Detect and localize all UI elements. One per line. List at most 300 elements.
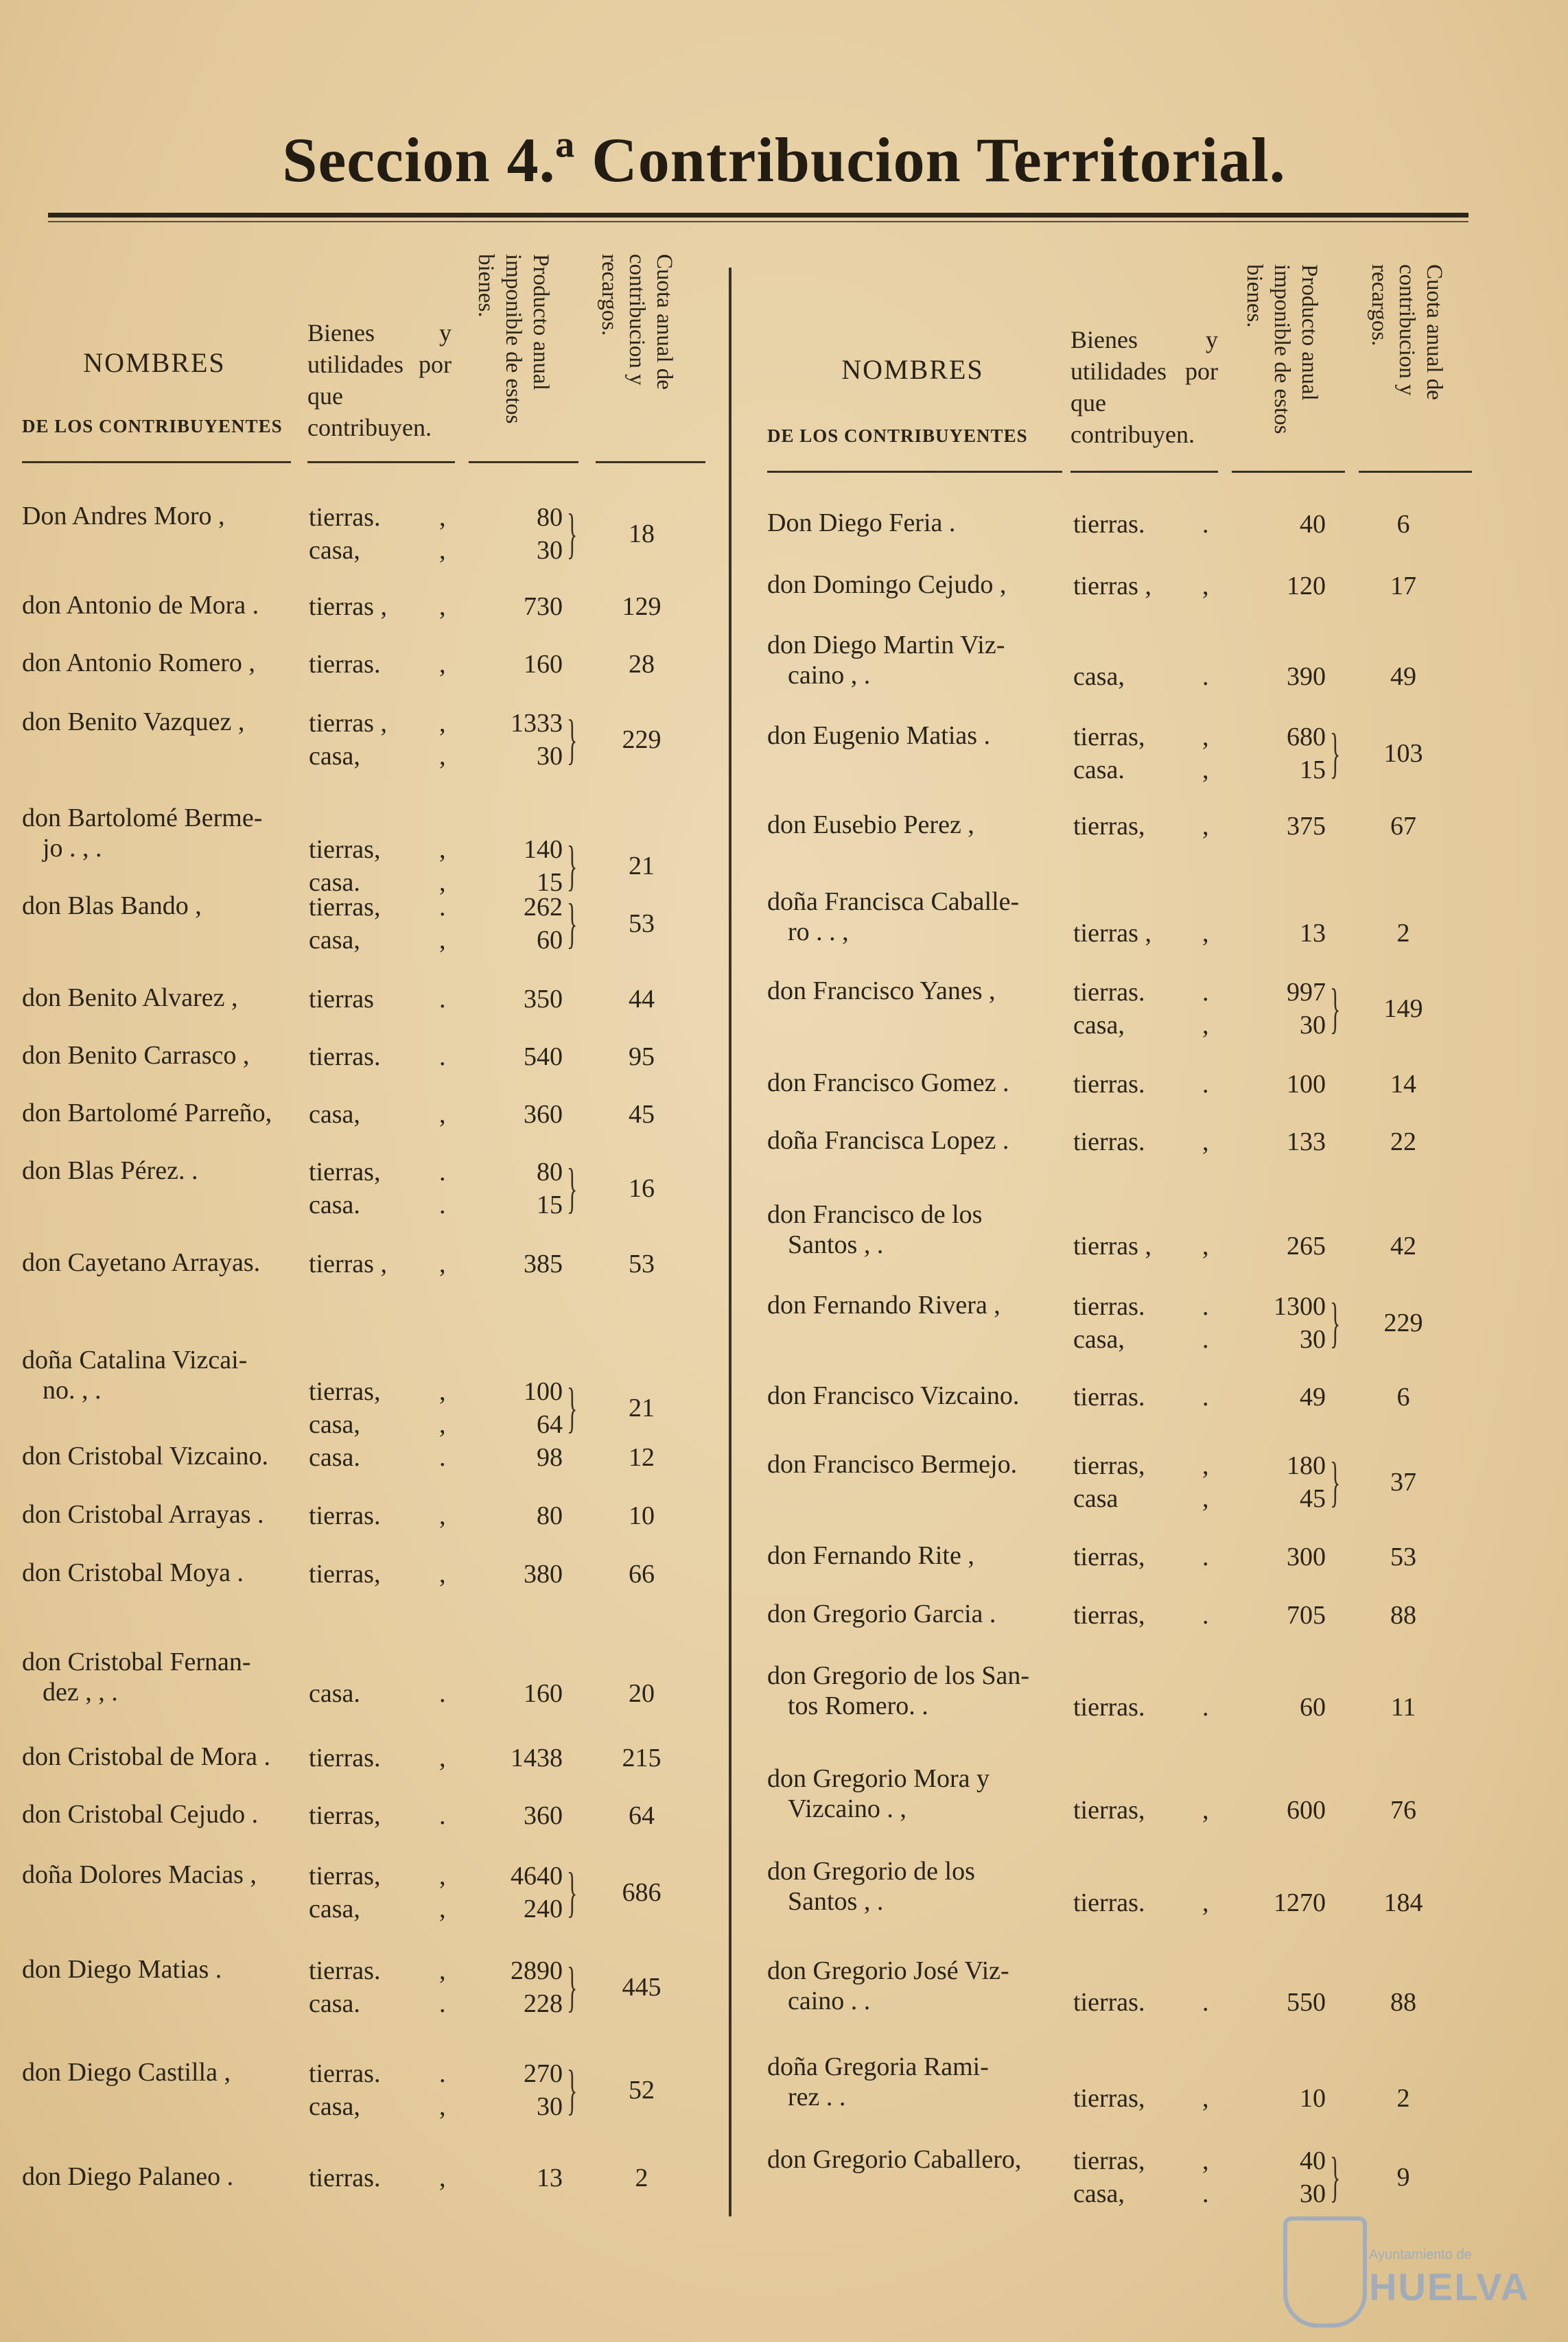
product-value: 13 (537, 2164, 563, 2192)
brace-mark: } (567, 710, 578, 770)
contributor-name-cont: rez . . (788, 2083, 846, 2111)
product-value: 360 (524, 1100, 563, 1129)
product-value: 15 (537, 1191, 563, 1219)
leader-mark: . (439, 1801, 446, 1830)
contributor-name: don Gregorio José Viz- (767, 1956, 1009, 1985)
property-type: casa, (309, 2092, 360, 2121)
contributor-name: don Cristobal Vizcaino. (22, 1442, 269, 1471)
header-producto: Producto anual imponible de estos bienes. (1242, 264, 1322, 434)
property-type: tierras, (1073, 1796, 1145, 1825)
property-type: tierras, (1073, 1601, 1145, 1630)
product-value: 375 (1287, 812, 1326, 841)
product-value: 80 (537, 503, 563, 532)
property-type: tierras, (309, 1560, 381, 1589)
contributor-name: Don Diego Feria . (767, 508, 956, 537)
brace-mark: } (1330, 723, 1341, 784)
property-type: tierras. (309, 1501, 381, 1530)
property-type: casa, (309, 926, 360, 955)
leader-mark: . (439, 985, 446, 1014)
brace-mark: } (567, 1378, 578, 1438)
huelva-watermark (1283, 2216, 1530, 2326)
cuota-value: 12 (629, 1443, 655, 1472)
leader-mark: . (1202, 1601, 1209, 1630)
leader-mark: . (1202, 2179, 1209, 2208)
product-value: 10 (1300, 2084, 1326, 2113)
product-value: 30 (537, 742, 563, 771)
contributor-name: don Blas Pérez. . (22, 1156, 198, 1185)
property-type: tierras, (309, 835, 381, 864)
property-type: tierras , (1073, 572, 1151, 600)
contributor-name: don Domingo Cejudo , (767, 570, 1007, 599)
section-title: Seccion 4.ª Contribucion Territorial. (282, 125, 1286, 195)
property-type: casa, (1073, 1011, 1125, 1040)
property-type: tierras. (309, 2164, 381, 2192)
product-value: 550 (1287, 1988, 1326, 2017)
contributor-name: don Gregorio de los San- (767, 1661, 1030, 1690)
product-value: 1438 (511, 1744, 563, 1772)
cuota-value: 14 (1390, 1070, 1416, 1099)
cuota-value: 215 (622, 1744, 662, 1772)
leader-mark: , (439, 868, 446, 897)
leader-mark: . (1202, 1988, 1209, 2017)
contributor-name: don Diego Palaneo . (22, 2162, 234, 2191)
property-type: tierras. (1073, 510, 1145, 539)
product-value: 262 (524, 893, 563, 922)
brace-mark: } (567, 893, 578, 954)
header-producto: Producto anual imponible de estos bienes. (473, 254, 553, 424)
product-value: 380 (524, 1560, 563, 1589)
contributor-name: don Cristobal Moya . (22, 1558, 244, 1587)
product-value: 15 (537, 868, 563, 897)
contributor-name: doña Francisca Caballe- (767, 887, 1020, 916)
property-type: tierras. (1073, 978, 1145, 1007)
leader-mark: , (439, 709, 446, 738)
property-type: tierras , (309, 1250, 387, 1278)
header-line (767, 471, 1062, 473)
cuota-value: 42 (1390, 1232, 1416, 1261)
product-value: 40 (1300, 510, 1326, 539)
property-type: casa, (1073, 662, 1125, 691)
cuota-value: 52 (629, 2076, 655, 2105)
contributor-name: doña Catalina Vizcai- (22, 1346, 248, 1374)
property-type: casa. (1073, 756, 1125, 784)
watermark-text: HUELVA (1369, 2265, 1530, 2308)
leader-mark: , (1202, 1451, 1209, 1480)
property-type: tierras. (1073, 1888, 1145, 1917)
brace-mark: } (567, 836, 578, 896)
property-type: casa. (309, 1679, 360, 1708)
cuota-value: 22 (1390, 1127, 1416, 1156)
product-value: 80 (537, 1501, 563, 1530)
leader-mark: . (1202, 1383, 1209, 1412)
cuota-value: 10 (629, 1501, 655, 1530)
cuota-value: 2 (635, 2164, 648, 2192)
product-value: 15 (1300, 756, 1326, 784)
leader-mark: , (439, 1956, 446, 1985)
brace-mark: } (567, 1158, 578, 1219)
header-cuota: Cuota anual de contribucion y recargos. (1367, 264, 1447, 400)
contributor-name-cont: jo . , . (43, 834, 102, 863)
cuota-value: 2 (1396, 919, 1410, 948)
cuota-value: 6 (1396, 1383, 1410, 1412)
product-value: 160 (524, 650, 563, 679)
leader-mark: . (1202, 1325, 1209, 1354)
contributor-name: don Fernando Rite , (767, 1541, 974, 1570)
contributor-name: don Francisco Bermejo. (767, 1450, 1018, 1479)
product-value: 45 (1300, 1484, 1326, 1513)
property-type: tierras, (1073, 723, 1145, 751)
leader-mark: . (439, 1679, 446, 1708)
leader-mark: . (1202, 662, 1209, 691)
product-value: 705 (1287, 1601, 1326, 1630)
product-value: 265 (1287, 1232, 1326, 1261)
leader-mark: , (1202, 572, 1209, 600)
property-type: casa, (309, 742, 360, 771)
property-type: tierras, (309, 1862, 381, 1890)
cuota-value: 20 (629, 1679, 655, 1708)
product-value: 1270 (1274, 1888, 1326, 1917)
leader-mark: . (439, 1989, 446, 2018)
cuota-value: 53 (629, 909, 655, 938)
product-value: 60 (1300, 1693, 1326, 1722)
leader-mark: , (439, 2164, 446, 2192)
product-value: 390 (1287, 662, 1326, 691)
product-value: 228 (524, 1989, 563, 2018)
cuota-value: 95 (629, 1042, 655, 1071)
product-value: 30 (1300, 1011, 1326, 1040)
contributor-name: don Francisco Gomez . (767, 1068, 1009, 1097)
contributor-name-cont: Vizcaino . , (788, 1794, 906, 1823)
header-contribuyentes: DE LOS CONTRIBUYENTES (22, 416, 283, 436)
product-value: 100 (1287, 1070, 1326, 1099)
contributor-name-cont: caino , . (788, 661, 871, 690)
property-type: tierras , (309, 709, 387, 738)
leader-mark: . (439, 1443, 446, 1472)
leader-mark: , (1202, 2084, 1209, 2113)
leader-mark: , (439, 1895, 446, 1923)
product-value: 270 (524, 2059, 563, 2088)
property-type: casa, (309, 1100, 360, 1129)
cuota-value: 76 (1390, 1796, 1416, 1825)
property-type: casa. (309, 1191, 360, 1219)
leader-mark: , (1202, 1232, 1209, 1261)
header-line (307, 461, 455, 463)
brace-mark: } (1330, 2147, 1341, 2208)
contributor-name-cont: Santos , . (788, 1230, 884, 1259)
contributor-name: don Cristobal de Mora . (22, 1742, 271, 1771)
leader-mark: , (1202, 1888, 1209, 1917)
leader-mark: , (1202, 2146, 1209, 2175)
contributor-name: don Benito Alvarez , (22, 983, 238, 1012)
product-value: 49 (1300, 1383, 1326, 1412)
contributor-name: don Cristobal Fernan- (22, 1648, 251, 1676)
contributor-name: don Francisco Vizcaino. (767, 1381, 1020, 1410)
contributor-name-cont: Santos , . (788, 1887, 884, 1916)
contributor-name-cont: tos Romero. . (788, 1691, 928, 1720)
property-type: tierras, (1073, 1543, 1145, 1571)
product-value: 240 (524, 1895, 563, 1923)
property-type: casa, (309, 536, 360, 565)
product-value: 30 (1300, 2179, 1326, 2208)
leader-mark: . (1202, 1693, 1209, 1722)
leader-mark: , (1202, 1011, 1209, 1040)
product-value: 140 (524, 835, 563, 864)
cuota-value: 37 (1390, 1468, 1416, 1497)
property-type: tierras. (1073, 1070, 1145, 1099)
contributor-name: don Antonio Romero , (22, 648, 255, 677)
property-type: casa. (309, 1443, 360, 1472)
contributor-name: don Eusebio Perez , (767, 810, 974, 839)
product-value: 30 (537, 2092, 563, 2121)
property-type: tierras , (1073, 1232, 1151, 1261)
brace-mark: } (567, 2060, 578, 2120)
product-value: 120 (1287, 572, 1326, 600)
leader-mark: , (439, 1100, 446, 1129)
leader-mark: , (439, 742, 446, 771)
product-value: 997 (1287, 978, 1326, 1007)
contributor-name: don Cayetano Arrayas. (22, 1248, 261, 1277)
leader-mark: . (1202, 1070, 1209, 1099)
property-type: casa, (309, 1410, 360, 1439)
product-value: 64 (537, 1410, 563, 1439)
contributor-name: don Francisco de los (767, 1200, 983, 1229)
title-rule-thin (48, 221, 1468, 222)
contributor-name: doña Gregoria Rami- (767, 2052, 989, 2081)
property-type: casa, (309, 1895, 360, 1923)
cuota-value: 66 (629, 1560, 655, 1589)
header-bienes: Bienes y utilidades por que contribuyen. (307, 319, 452, 441)
header-line (469, 461, 578, 463)
property-type: tierras, (1073, 2146, 1145, 2175)
header-nombres: NOMBRES (841, 354, 984, 385)
cuota-value: 44 (629, 985, 655, 1014)
property-type: tierras. (309, 1956, 381, 1985)
cuota-value: 686 (622, 1878, 662, 1907)
header-line (1359, 471, 1472, 473)
product-value: 98 (537, 1443, 563, 1472)
property-type: tierras, (1073, 812, 1145, 841)
cuota-value: 149 (1383, 994, 1423, 1023)
cuota-value: 53 (1390, 1543, 1416, 1571)
property-type: tierras , (1073, 919, 1151, 948)
leader-mark: , (439, 1744, 446, 1772)
product-value: 100 (524, 1377, 563, 1406)
property-type: casa, (1073, 2179, 1125, 2208)
cuota-value: 17 (1390, 572, 1416, 600)
brace-mark: } (567, 1862, 578, 1923)
property-type: tierras. (1073, 1383, 1145, 1412)
header-line (1070, 471, 1218, 473)
property-type: tierras, (309, 893, 381, 922)
cuota-value: 103 (1383, 739, 1423, 768)
header-line (1232, 471, 1345, 473)
leader-mark: . (439, 1191, 446, 1219)
contributor-name: doña Dolores Macias , (22, 1860, 257, 1889)
contributor-name: don Eugenio Matias . (767, 721, 991, 750)
cuota-value: 11 (1390, 1693, 1416, 1722)
property-type: tierras , (309, 592, 387, 621)
header-line (596, 461, 705, 463)
header-nombres: NOMBRES (83, 347, 226, 378)
product-value: 60 (537, 926, 563, 955)
cuota-value: 67 (1390, 812, 1416, 841)
brace-mark: } (567, 504, 578, 564)
header-bienes: Bienes y utilidades por que contribuyen. (1070, 326, 1218, 448)
contributor-name: don Diego Matias . (22, 1955, 222, 1984)
contributor-name: don Gregorio Caballero, (767, 2145, 1022, 2174)
property-type: tierras. (1073, 1127, 1145, 1156)
product-value: 30 (1300, 1325, 1326, 1354)
cuota-value: 21 (629, 852, 655, 880)
product-value: 160 (524, 1679, 563, 1708)
leader-mark: . (1202, 978, 1209, 1007)
product-value: 30 (537, 536, 563, 565)
property-type: tierras. (309, 1042, 381, 1071)
shield-icon (1283, 2216, 1367, 2328)
cuota-value: 129 (622, 592, 662, 621)
cuota-value: 184 (1383, 1888, 1423, 1917)
property-type: tierras, (1073, 2084, 1145, 2113)
contributor-name: don Diego Martin Viz- (767, 631, 1005, 659)
leader-mark: , (439, 1862, 446, 1890)
leader-mark: , (439, 1250, 446, 1278)
property-type: casa, (1073, 1325, 1125, 1354)
contributor-name-cont: caino . . (788, 1987, 871, 2015)
property-type: tierras, (309, 1158, 381, 1186)
product-value: 1300 (1274, 1292, 1326, 1321)
cuota-value: 88 (1390, 1601, 1416, 1630)
leader-mark: . (439, 1158, 446, 1186)
contributor-name-cont: dez , , . (43, 1678, 118, 1707)
header-cuota: Cuota anual de contribucion y recargos. (597, 254, 677, 390)
contributor-name: don Francisco Yanes , (767, 976, 996, 1005)
leader-mark: , (1202, 1127, 1209, 1156)
property-type: tierras. (309, 2059, 381, 2088)
contributor-name: don Bartolomé Parreño, (22, 1099, 272, 1127)
leader-mark: , (439, 1377, 446, 1406)
brace-mark: } (567, 1957, 578, 2017)
product-value: 300 (1287, 1543, 1326, 1571)
leader-mark: , (439, 1410, 446, 1439)
cuota-value: 2 (1396, 2084, 1410, 2113)
header-contribuyentes: DE LOS CONTRIBUYENTES (767, 425, 1028, 446)
leader-mark: , (439, 926, 446, 955)
product-value: 13 (1300, 919, 1326, 948)
leader-mark: , (1202, 812, 1209, 841)
property-type: tierras. (309, 650, 381, 679)
contributor-name: don Gregorio de los (767, 1857, 975, 1886)
cuota-value: 16 (629, 1174, 655, 1203)
leader-mark: , (1202, 756, 1209, 784)
column-divider (729, 268, 732, 2216)
product-value: 40 (1300, 2146, 1326, 2175)
property-type: tierras, (309, 1377, 381, 1406)
leader-mark: . (439, 2059, 446, 2088)
header-line (22, 461, 291, 463)
cuota-value: 18 (629, 519, 655, 548)
brace-mark: } (1330, 979, 1341, 1039)
leader-mark: , (439, 1560, 446, 1589)
product-value: 540 (524, 1042, 563, 1071)
property-type: tierras, (1073, 1451, 1145, 1480)
cuota-value: 53 (629, 1250, 655, 1278)
brace-mark: } (1330, 1452, 1341, 1512)
leader-mark: . (1202, 1292, 1209, 1321)
contributor-name: don Fernando Rivera , (767, 1291, 1001, 1320)
product-value: 680 (1287, 723, 1326, 751)
product-value: 385 (524, 1250, 563, 1278)
product-value: 1333 (511, 709, 563, 738)
leader-mark: , (439, 650, 446, 679)
leader-mark: , (439, 2092, 446, 2121)
contributor-name: don Cristobal Arrayas . (22, 1500, 264, 1529)
title-rule (48, 213, 1468, 218)
leader-mark: , (1202, 1796, 1209, 1825)
cuota-value: 88 (1390, 1988, 1416, 2017)
contributor-name: don Gregorio Garcia . (767, 1600, 996, 1628)
property-type: tierras, (309, 1801, 381, 1830)
leader-mark: , (439, 592, 446, 621)
cuota-value: 45 (629, 1100, 655, 1129)
leader-mark: , (439, 835, 446, 864)
brace-mark: } (1330, 1293, 1341, 1353)
contributor-name: doña Francisca Lopez . (767, 1126, 1009, 1155)
contributor-name: don Diego Castilla , (22, 2058, 231, 2087)
leader-mark: , (439, 503, 446, 532)
property-type: tierras. (309, 1744, 381, 1772)
leader-mark: , (439, 1501, 446, 1530)
property-type: casa. (309, 1989, 360, 2018)
contributor-name: don Antonio de Mora . (22, 591, 259, 620)
leader-mark: , (1202, 1484, 1209, 1513)
cuota-value: 6 (1396, 510, 1410, 539)
product-value: 2890 (511, 1956, 563, 1985)
cuota-value: 21 (629, 1394, 655, 1422)
leader-mark: . (1202, 510, 1209, 539)
leader-mark: , (439, 536, 446, 565)
cuota-value: 64 (629, 1801, 655, 1830)
cuota-value: 9 (1396, 2163, 1410, 2192)
contributor-name: don Cristobal Cejudo . (22, 1800, 259, 1829)
cuota-value: 49 (1390, 662, 1416, 691)
property-type: casa. (309, 868, 360, 897)
contributor-name: don Benito Vazquez , (22, 707, 245, 736)
property-type: tierras. (1073, 1292, 1145, 1321)
contributor-name: don Gregorio Mora y (767, 1764, 990, 1793)
cuota-value: 445 (622, 1973, 662, 2002)
product-value: 80 (537, 1158, 563, 1186)
leader-mark: , (1202, 919, 1209, 948)
product-value: 133 (1287, 1127, 1326, 1156)
product-value: 600 (1287, 1796, 1326, 1825)
product-value: 180 (1287, 1451, 1326, 1480)
contributor-name-cont: no. , . (43, 1376, 102, 1405)
property-type: tierras (309, 985, 374, 1014)
product-value: 4640 (511, 1862, 563, 1890)
product-value: 730 (524, 592, 563, 621)
product-value: 350 (524, 985, 563, 1014)
leader-mark: . (439, 1042, 446, 1071)
property-type: tierras. (309, 503, 381, 532)
property-type: tierras. (1073, 1988, 1145, 2017)
watermark-small: Ayuntamiento de (1369, 2247, 1472, 2262)
cuota-value: 229 (1383, 1309, 1423, 1337)
leader-mark: . (1202, 1543, 1209, 1571)
leader-mark: , (1202, 723, 1209, 751)
cuota-value: 229 (622, 725, 662, 754)
contributor-name: don Benito Carrasco , (22, 1041, 250, 1070)
contributor-name: don Blas Bando , (22, 891, 202, 920)
